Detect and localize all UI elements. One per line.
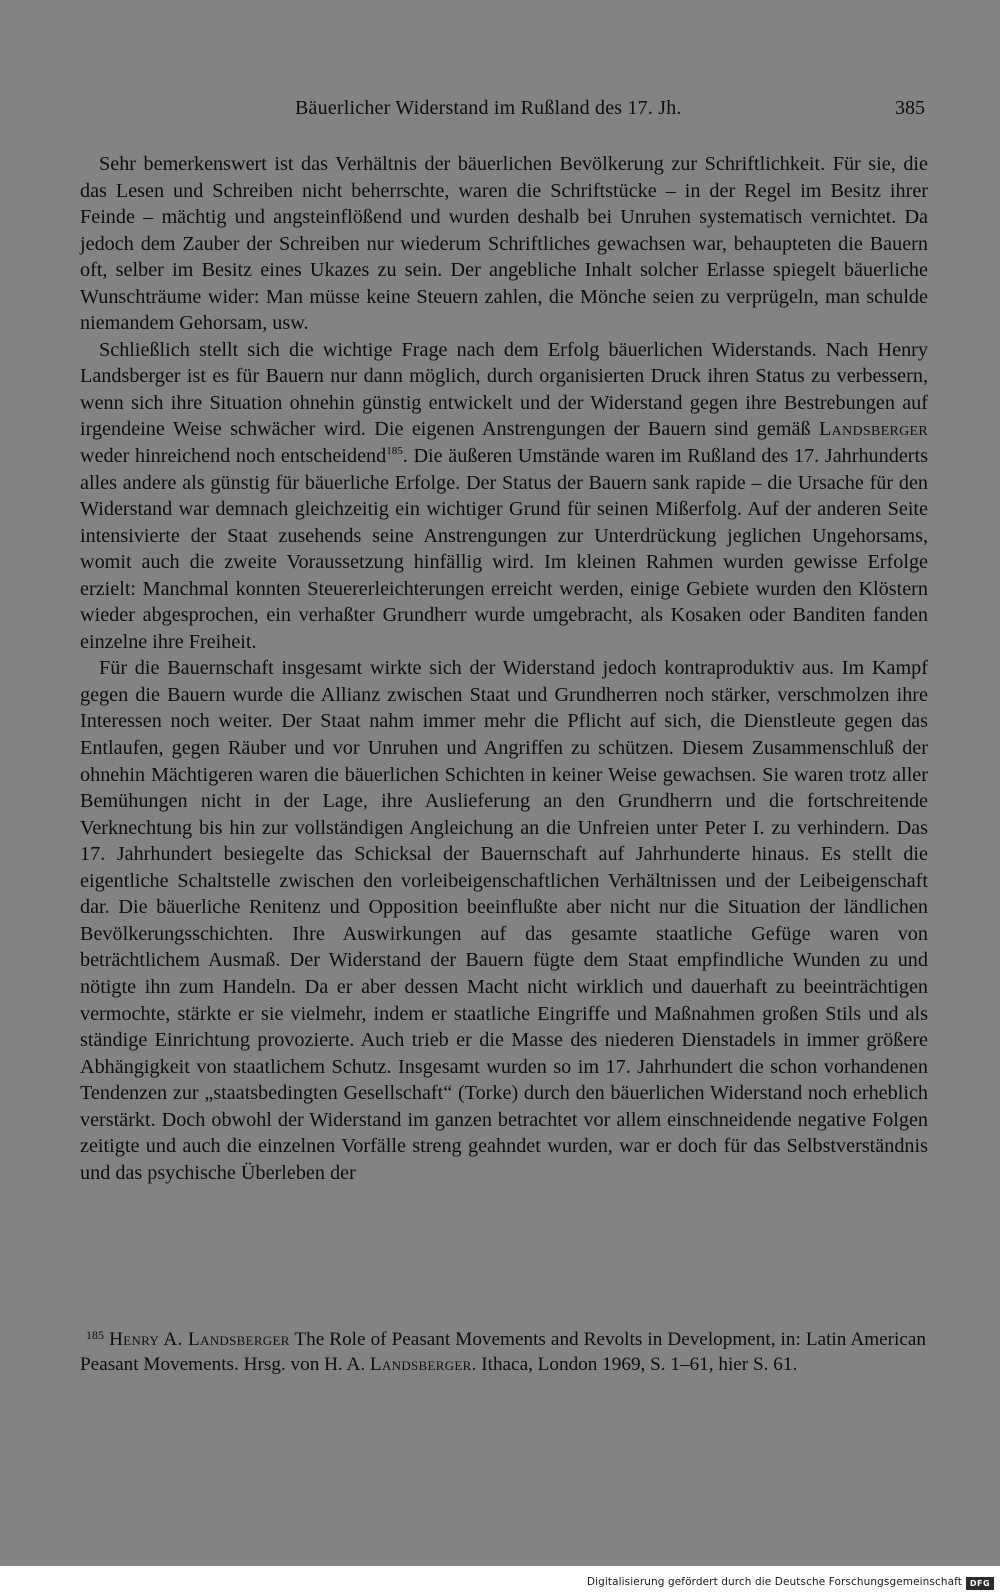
body-text [80, 151, 928, 1186]
footnote-text-b: . Ithaca, London 1969, S. 1–61, hier S. 61. [471, 1353, 798, 1375]
digitization-credit: Digitalisierung gefördert durch die Deutsche Forschungsgemeinschaft [586, 1576, 962, 1588]
footnote-text-a: The Role of Peasant Movements and Revolts in Development, in: Latin American Peasant Movements. Hrsg. von H. A. [80, 1329, 926, 1375]
footnote [80, 1328, 926, 1377]
footnote-editor: Landsberger [369, 1353, 472, 1375]
paragraph-2-text-b: weder hinreichend noch entscheidend [80, 445, 387, 468]
running-title: Bäuerlicher Widerstand im Rußland des 17. Jh. [295, 97, 682, 119]
paragraph-1: Sehr bemerkenswert ist das Verhältnis der bäuerlichen Bevölkerung zur Schriftlichkeit. Für sie, die das Lesen und Schreiben nicht beherrschte, waren die Schriftstücke – in der Regel im Besitz ihrer Feinde – mächtig und angsteinflößend und wurden deshalb bei Unruhen systematisch vernichtet. Da jedoch dem Zauber der Schreiben nur wiederum Schriftliches gewachsen war, behaupteten die Bauern oft, selber im Besitz eines Ukazes zu sein. Der angebliche Inhalt solcher Erlasse spiegelt bäuerliche Wunschträume wider: Man müsse keine Steuern zahlen, die Mönche seien zu verprügeln, man schulde niemandem Gehorsam, usw. [80, 153, 928, 335]
paragraph-2 [80, 337, 928, 656]
paragraph-2-text-c: . Die äußeren Umstände waren im Rußland des 17. Jahrhunderts alles andere als günstig für bäuerliche Erfolge. Der Status der Bauern sank rapide – die Ursache für den Widerstand war demnach gleichzeitig ein wichtiger Grund für seinen Mißerfolg. Auf der anderen Seite intensivierte der Staat zusehends seine Anstrengungen zur Unterdrückung jeglichen Ungehorsams, womit auch die zweite Voraussetzung hinfällig wird. Im kleinen Rahmen wurden gewisse Erfolge erzielt: Manchmal konnten Steuererleichterungen erreicht werden, einige Gebiete wurden den Klöstern wieder abgesprochen, ein verhaßter Grundherr wurde umgebracht, als Kosaken oder Banditen fanden einzelne ihre Freiheit. [80, 445, 928, 653]
dfg-logo-icon: DFG [966, 1577, 994, 1590]
author-name-smallcaps: Landsberger [819, 418, 928, 441]
footnote-number: 185 [86, 1328, 104, 1342]
footnote-reference: 185 [386, 445, 403, 458]
paragraph-2-text-a: Schließlich stellt sich die wichtige Frage nach dem Erfolg bäuerlichen Widerstands. Nach Henry Landsberger ist es für Bauern nur dann möglich, durch organisierten Druck ihren Status zu verbessern, wenn sich ihre Situation ohnehin günstig entwickelt und der Widerstand gegen ihre Bestrebungen auf irgendeine Weise schwächer wird. Die eigenen Anstrengungen der Bauern sind gemäß [80, 338, 928, 441]
paragraph-3: Für die Bauernschaft insgesamt wirkte sich der Widerstand jedoch kontraproduktiv aus. Im Kampf gegen die Bauern wurde die Allianz zwischen Staat und Grundherren noch stärker, verschmolzen ihre Interessen noch weiter. Der Staat nahm immer mehr die Pflicht auf sich, die Dienstleute gegen das Entlaufen, gegen Räuber und vor Unruhen und Angriffen zu schützen. Diesem Zusammenschluß der ohnehin Mächtigeren waren die bäuerlichen Schichten in keiner Weise gewachsen. Sie waren trotz aller Bemühungen nicht in der Lage, ihre Auslieferung an den Grundherrn und die fortschreitende Verknechtung bis hin zur vollständigen Angleichung an die Unfreien unter Peter I. zu verhindern. Das 17. Jahrhundert besiegelte das Schicksal der Bauernschaft auf Jahrhunderte hinaus. Es stellt die eigentliche Schaltstelle zwischen den vorleibeigenschaftlichen Verhältnissen und der Leibeigenschaft dar. Die bäuerliche Renitenz und Opposition beeinflußte aber nicht nur die Situation der ländlichen Bevölkerungsschichten. Ihre Auswirkungen auf das gesamte staatliche Gefüge waren von beträchtlichem Ausmaß. Der Widerstand der Bauern fügte dem Staat empfindliche Wunden zu und nötigte ihn zum Handeln. Da er aber dessen Macht nicht wirklich und dauerhaft zu beeinträchtigen vermochte, stärkte er sie vielmehr, indem er staatliche Eingriffe und Maßnahmen großen Stils und als ständige Einrichtung provozierte. Auch trieb er die Masse des niederen Dienstadels in immer größere Abhängigkeit von staatlichem Schutz. Insgesamt wurden so im 17. Jahrhundert die schon vorhandenen Tendenzen zur „staatsbedingten Gesellschaft“ (Torke) durch den bäuerlichen Widerstand noch erheblich verstärkt. Doch obwohl der Widerstand im ganzen betrachtet vor allem einschneidende negative Folgen zeitigte und auch die einzelnen Vorfälle streng geahndet wurden, war er doch für das Selbstverständnis und das psychische Überleben der [80, 657, 928, 1184]
page-number: 385 [895, 97, 925, 119]
footnote-author: Henry A. Landsberger [109, 1329, 290, 1350]
